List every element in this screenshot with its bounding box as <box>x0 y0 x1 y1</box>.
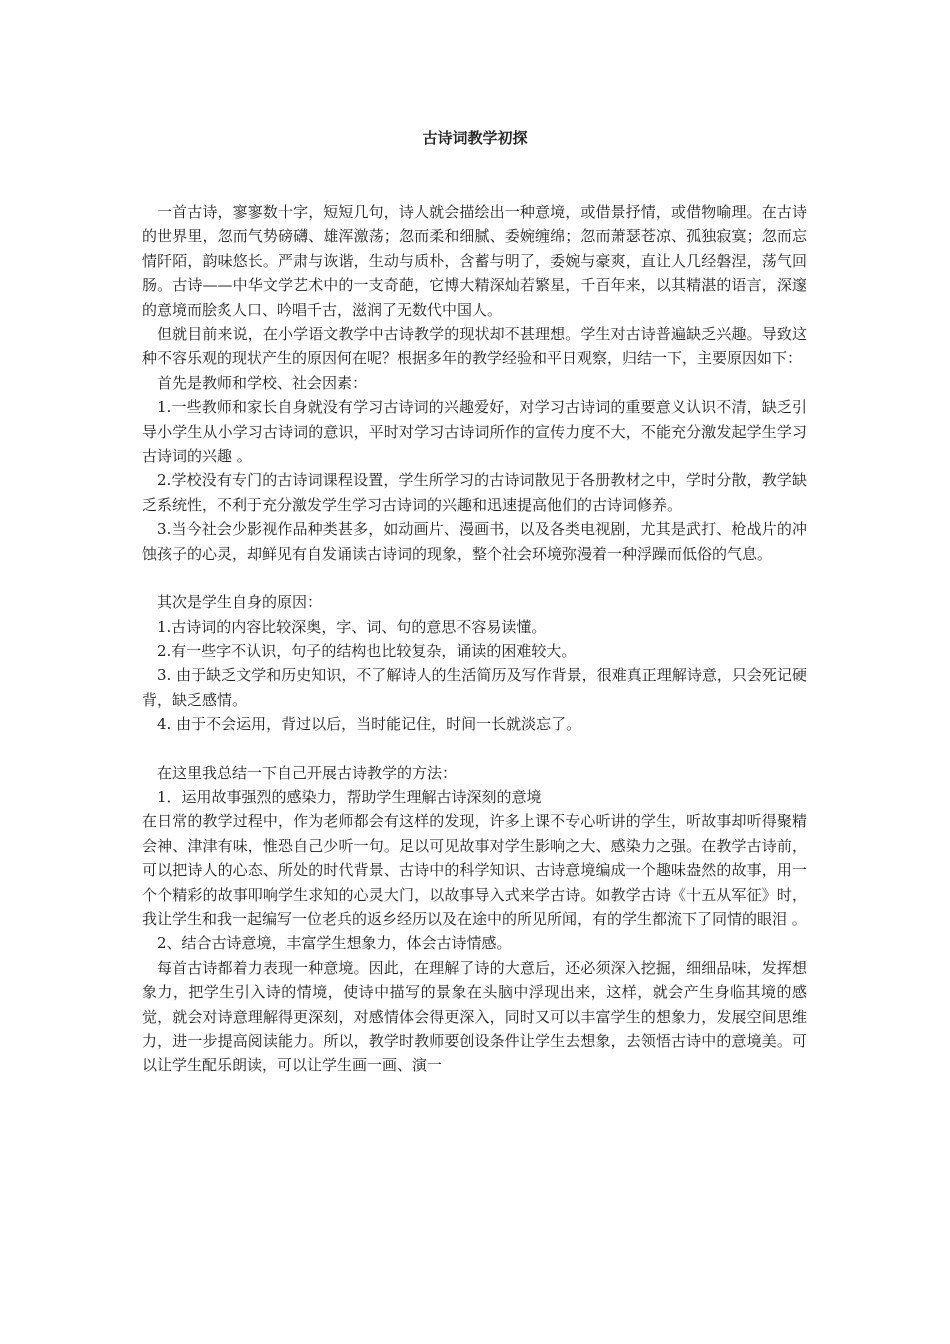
method-heading-1: 1．运用故事强烈的感染力，帮助学生理解古诗深刻的意境 <box>157 787 542 806</box>
list-item-student-4: 4. 由于不会运用，背过以后，当时能记住，时间一长就淡忘了。 <box>157 715 582 734</box>
method-2-body: 每首古诗都着力表现一种意境。因此，在理解了诗的大意后，还必须深入挖掘，细细品味，发挥想象力，把学生引入诗的情境，使诗中描写的景象在头脑中浮现出来，这样，就会产生身临其境的感觉，就会对诗意理解得更深刻，对感情体会得更深入，同时又可以丰富学生的想象力，发展空间思维力，进一步提高阅读能力。所以，教学时教师要创设条件让学生去想象，去领悟古诗中的意境美。可以让学生配乐朗读，可以让学生画一画、演一 <box>142 958 807 1075</box>
list-item-student-1: 1.古诗词的内容比较深奥，字、词、句的意思不容易读懂。 <box>157 617 547 636</box>
list-item-teacher-2: 2.学校没有专门的古诗词课程设置，学生所学习的古诗词散见于各册教材之中，学时分散，教学缺乏系统性，不利于充分激发学生学习古诗词的兴趣和迅速提高他们的古诗词修养。 <box>142 471 807 514</box>
paragraph-current-situation: 但就目前来说，在小学语文教学中古诗教学的现状却不甚理想。学生对古诗普遍缺乏兴趣。导致这种不容乐观的现状产生的原因何在呢？根据多年的教学经验和平日观察，归结一下，主要原因如下： <box>142 325 807 368</box>
blank-line <box>142 566 807 590</box>
blank-line <box>142 737 807 761</box>
list-item-student-2: 2.有一些字不认识，句子的结构也比较复杂，诵读的困难较大。 <box>157 641 577 660</box>
section-heading-teacher-factors: 首先是教师和学校、社会因素： <box>157 373 368 392</box>
section-heading-methods: 在这里我总结一下自己开展古诗教学的方法： <box>157 763 458 782</box>
document-title: 古诗词教学初探 <box>422 129 528 147</box>
list-item-student-3: 3. 由于缺乏文学和历史知识，不了解诗人的生活简历及写作背景，很难真正理解诗意，只会死记硬背，缺乏感情。 <box>142 666 807 709</box>
section-heading-student-factors: 其次是学生自身的原因： <box>157 593 323 612</box>
method-heading-2: 2、结合古诗意境，丰富学生想象力，体会古诗情感。 <box>157 934 512 953</box>
method-1-body: 在日常的教学过程中，作为老师都会有这样的发现，许多上课不专心听讲的学生，听故事却听得聚精会神、津津有味，惟恐自己少听一句。足以可见故事对学生影响之大、感染力之强。在教学古诗前，可以把诗人的心态、所处的时代背景、古诗中的科学知识、古诗意境编成一个趣味盎然的故事，用一个个精彩的故事叩响学生求知的心灵大门，以故事导入式来学古诗。如教学古诗《十五从军征》时，我让学生和我一起编写一位老兵的返乡经历以及在途中的所见所闻，有的学生都流下了同情的眼泪 。 <box>142 812 807 928</box>
list-item-teacher-3: 3.当今社会少影视作品种类甚多，如动画片、漫画书，以及各类电视剧，尤其是武打、枪战片的冲蚀孩子的心灵，却鲜见有自发诵读古诗词的现象，整个社会环境弥漫着一种浮躁而低俗的气息。 <box>142 520 807 563</box>
document-body <box>142 200 807 1078</box>
list-item-teacher-1: 1.一些教师和家长自身就没有学习古诗词的兴趣爱好，对学习古诗词的重要意义认识不清，缺乏引导小学生从小学习古诗词的意识，平时对学习古诗词所作的宣传力度不大，不能充分激发起学生学习古诗词的兴趣 。 <box>142 398 807 466</box>
paragraph-intro: 一首古诗，寥寥数十字，短短几句，诗人就会描绘出一种意境，或借景抒情，或借物喻理。在古诗的世界里，忽而气势磅礴、雄浑激荡；忽而柔和细腻、委婉缠绵；忽而萧瑟苍凉、孤独寂寞；忽而忘情阡陌，韵味悠长。严肃与诙谐，生动与质朴，含蓄与明了，委婉与豪爽，直让人几经磐涅，荡气回肠。古诗——中华文学艺术中的一支奇葩，它博大精深灿若繁星，千百年来，以其精湛的语言，深邃的意境而脍炙人口、吟唱千古，滋润了无数代中国人。 <box>142 203 807 319</box>
